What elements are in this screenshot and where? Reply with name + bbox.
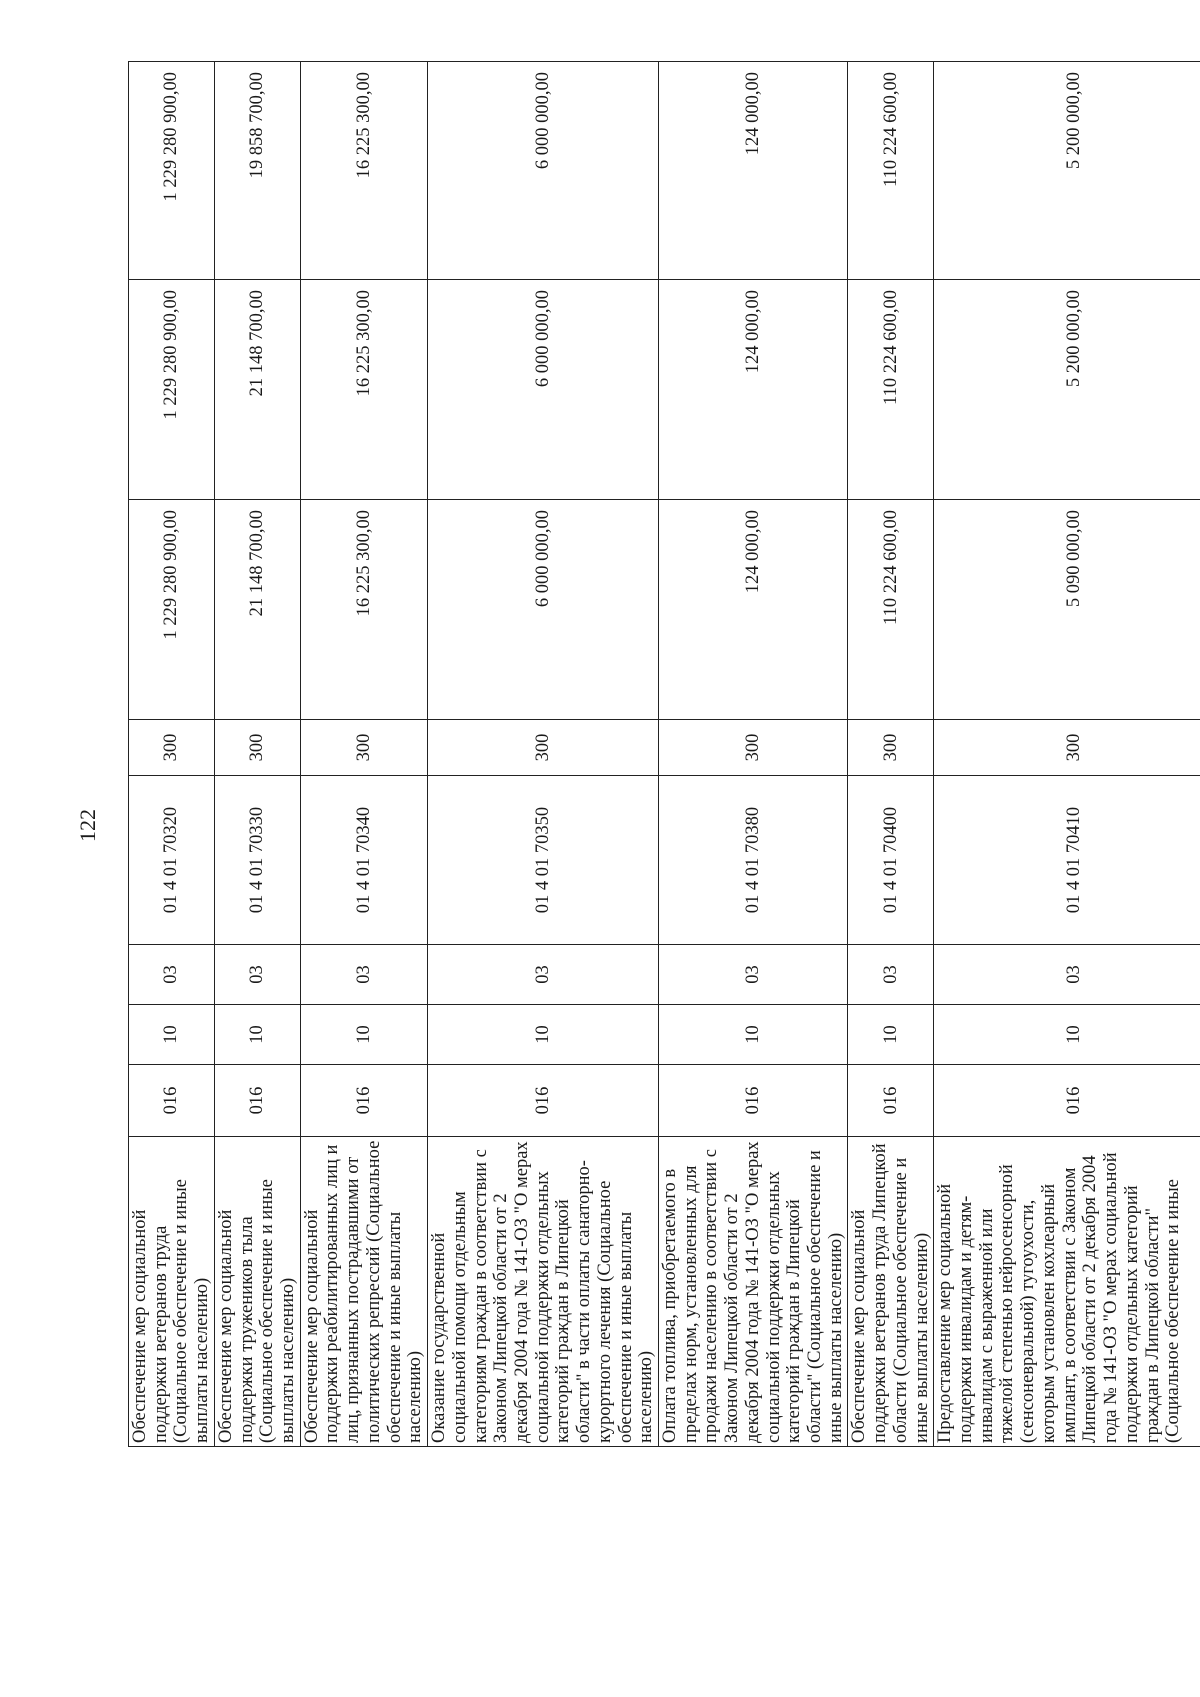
amount-1: 124 000,00: [658, 500, 847, 720]
expense-type-code: 300: [848, 720, 934, 776]
subsection-code: 03: [214, 945, 300, 1005]
section-code: 10: [129, 1005, 215, 1065]
expense-type-code: 300: [428, 720, 659, 776]
amount-1: 21 148 700,00: [214, 500, 300, 720]
amount-3: 110 224 600,00: [848, 62, 934, 280]
section-code: 10: [428, 1005, 659, 1065]
amount-2: 16 225 300,00: [300, 280, 427, 500]
expense-type-code: 300: [300, 720, 427, 776]
table-row: [848, 62, 934, 1447]
target-article-code: 01 4 01 70380: [658, 776, 847, 945]
row-description: Оплата топлива, приобретаемого в пределах норм, установленных для продажи населению в соответствии с Законом Липецкой области от 2 декабря 2004 года № 141-ОЗ "О мерах социальной поддержки отдельных категорий граждан в Липецкой области" (Социальное обеспечение и иные выплаты населению): [658, 1137, 847, 1447]
amount-1: 110 224 600,00: [848, 500, 934, 720]
row-description: Обеспечение мер социальной поддержки ветеранов труда (Социальное обеспечение и иные выплаты населению): [129, 1137, 215, 1447]
table-row: [934, 62, 1200, 1447]
amount-1: 5 090 000,00: [934, 500, 1200, 720]
row-description: Обеспечение мер социальной поддержки тружеников тыла (Социальное обеспечение и иные выплаты населению): [214, 1137, 300, 1447]
amount-2: 21 148 700,00: [214, 280, 300, 500]
subsection-code: 03: [658, 945, 847, 1005]
target-article-code: 01 4 01 70400: [848, 776, 934, 945]
table-row: [658, 62, 847, 1447]
target-article-code: 01 4 01 70350: [428, 776, 659, 945]
row-description: Оказание государственной социальной помощи отдельным категориям граждан в соответствии с Законом Липецкой области от 2 декабря 2004 года № 141-ОЗ "О мерах социальной поддержки отдельных категорий граждан в Липецкой области" в части оплаты санаторно-курортного лечения (Социальное обеспечение и иные выплаты населению): [428, 1137, 659, 1447]
page-number: 122: [75, 809, 100, 842]
amount-2: 1 229 280 900,00: [129, 280, 215, 500]
section-code: 10: [658, 1005, 847, 1065]
amount-3: 124 000,00: [658, 62, 847, 280]
section-code: 10: [300, 1005, 427, 1065]
ministry-code: 016: [428, 1065, 659, 1137]
ministry-code: 016: [934, 1065, 1200, 1137]
amount-3: 16 225 300,00: [300, 62, 427, 280]
table-row: [214, 62, 300, 1447]
section-code: 10: [214, 1005, 300, 1065]
row-description: Обеспечение мер социальной поддержки реабилитированных лиц и лиц, признанных пострадавшими от политических репрессий (Социальное обеспечение и иные выплаты населению): [300, 1137, 427, 1447]
amount-2: 110 224 600,00: [848, 280, 934, 500]
subsection-code: 03: [848, 945, 934, 1005]
expense-type-code: 300: [934, 720, 1200, 776]
subsection-code: 03: [129, 945, 215, 1005]
expense-type-code: 300: [129, 720, 215, 776]
expense-type-code: 300: [214, 720, 300, 776]
amount-2: 5 200 000,00: [934, 280, 1200, 500]
ministry-code: 016: [658, 1065, 847, 1137]
subsection-code: 03: [934, 945, 1200, 1005]
ministry-code: 016: [214, 1065, 300, 1137]
ministry-code: 016: [300, 1065, 427, 1137]
amount-1: 6 000 000,00: [428, 500, 659, 720]
budget-table: [128, 61, 1200, 1447]
target-article-code: 01 4 01 70410: [934, 776, 1200, 945]
table-row: [129, 62, 215, 1447]
amount-2: 124 000,00: [658, 280, 847, 500]
section-code: 10: [934, 1005, 1200, 1065]
amount-3: 6 000 000,00: [428, 62, 659, 280]
ministry-code: 016: [129, 1065, 215, 1137]
table-row: [428, 62, 659, 1447]
ministry-code: 016: [848, 1065, 934, 1137]
table-row: [300, 62, 427, 1447]
row-description: Предоставление мер социальной поддержки инвалидам и детям-инвалидам с выраженной или тяжелой степенью нейросенсорной (сенсоневральной) тугоухости, которым установлен кохлеарный имплант, в соответствии с Законом Липецкой области от 2 декабря 2004 года № 141-ОЗ "О мерах социальной поддержки отдельных категорий граждан в Липецкой области" (Социальное обеспечение и иные: [934, 1137, 1200, 1447]
amount-1: 1 229 280 900,00: [129, 500, 215, 720]
target-article-code: 01 4 01 70320: [129, 776, 215, 945]
amount-1: 16 225 300,00: [300, 500, 427, 720]
rotated-table-wrapper: [128, 62, 1184, 1447]
target-article-code: 01 4 01 70330: [214, 776, 300, 945]
section-code: 10: [848, 1005, 934, 1065]
row-description: Обеспечение мер социальной поддержки ветеранов труда Липецкой области (Социальное обеспечение и иные выплаты населению): [848, 1137, 934, 1447]
amount-2: 6 000 000,00: [428, 280, 659, 500]
expense-type-code: 300: [658, 720, 847, 776]
target-article-code: 01 4 01 70340: [300, 776, 427, 945]
amount-3: 1 229 280 900,00: [129, 62, 215, 280]
subsection-code: 03: [300, 945, 427, 1005]
amount-3: 19 858 700,00: [214, 62, 300, 280]
amount-3: 5 200 000,00: [934, 62, 1200, 280]
subsection-code: 03: [428, 945, 659, 1005]
